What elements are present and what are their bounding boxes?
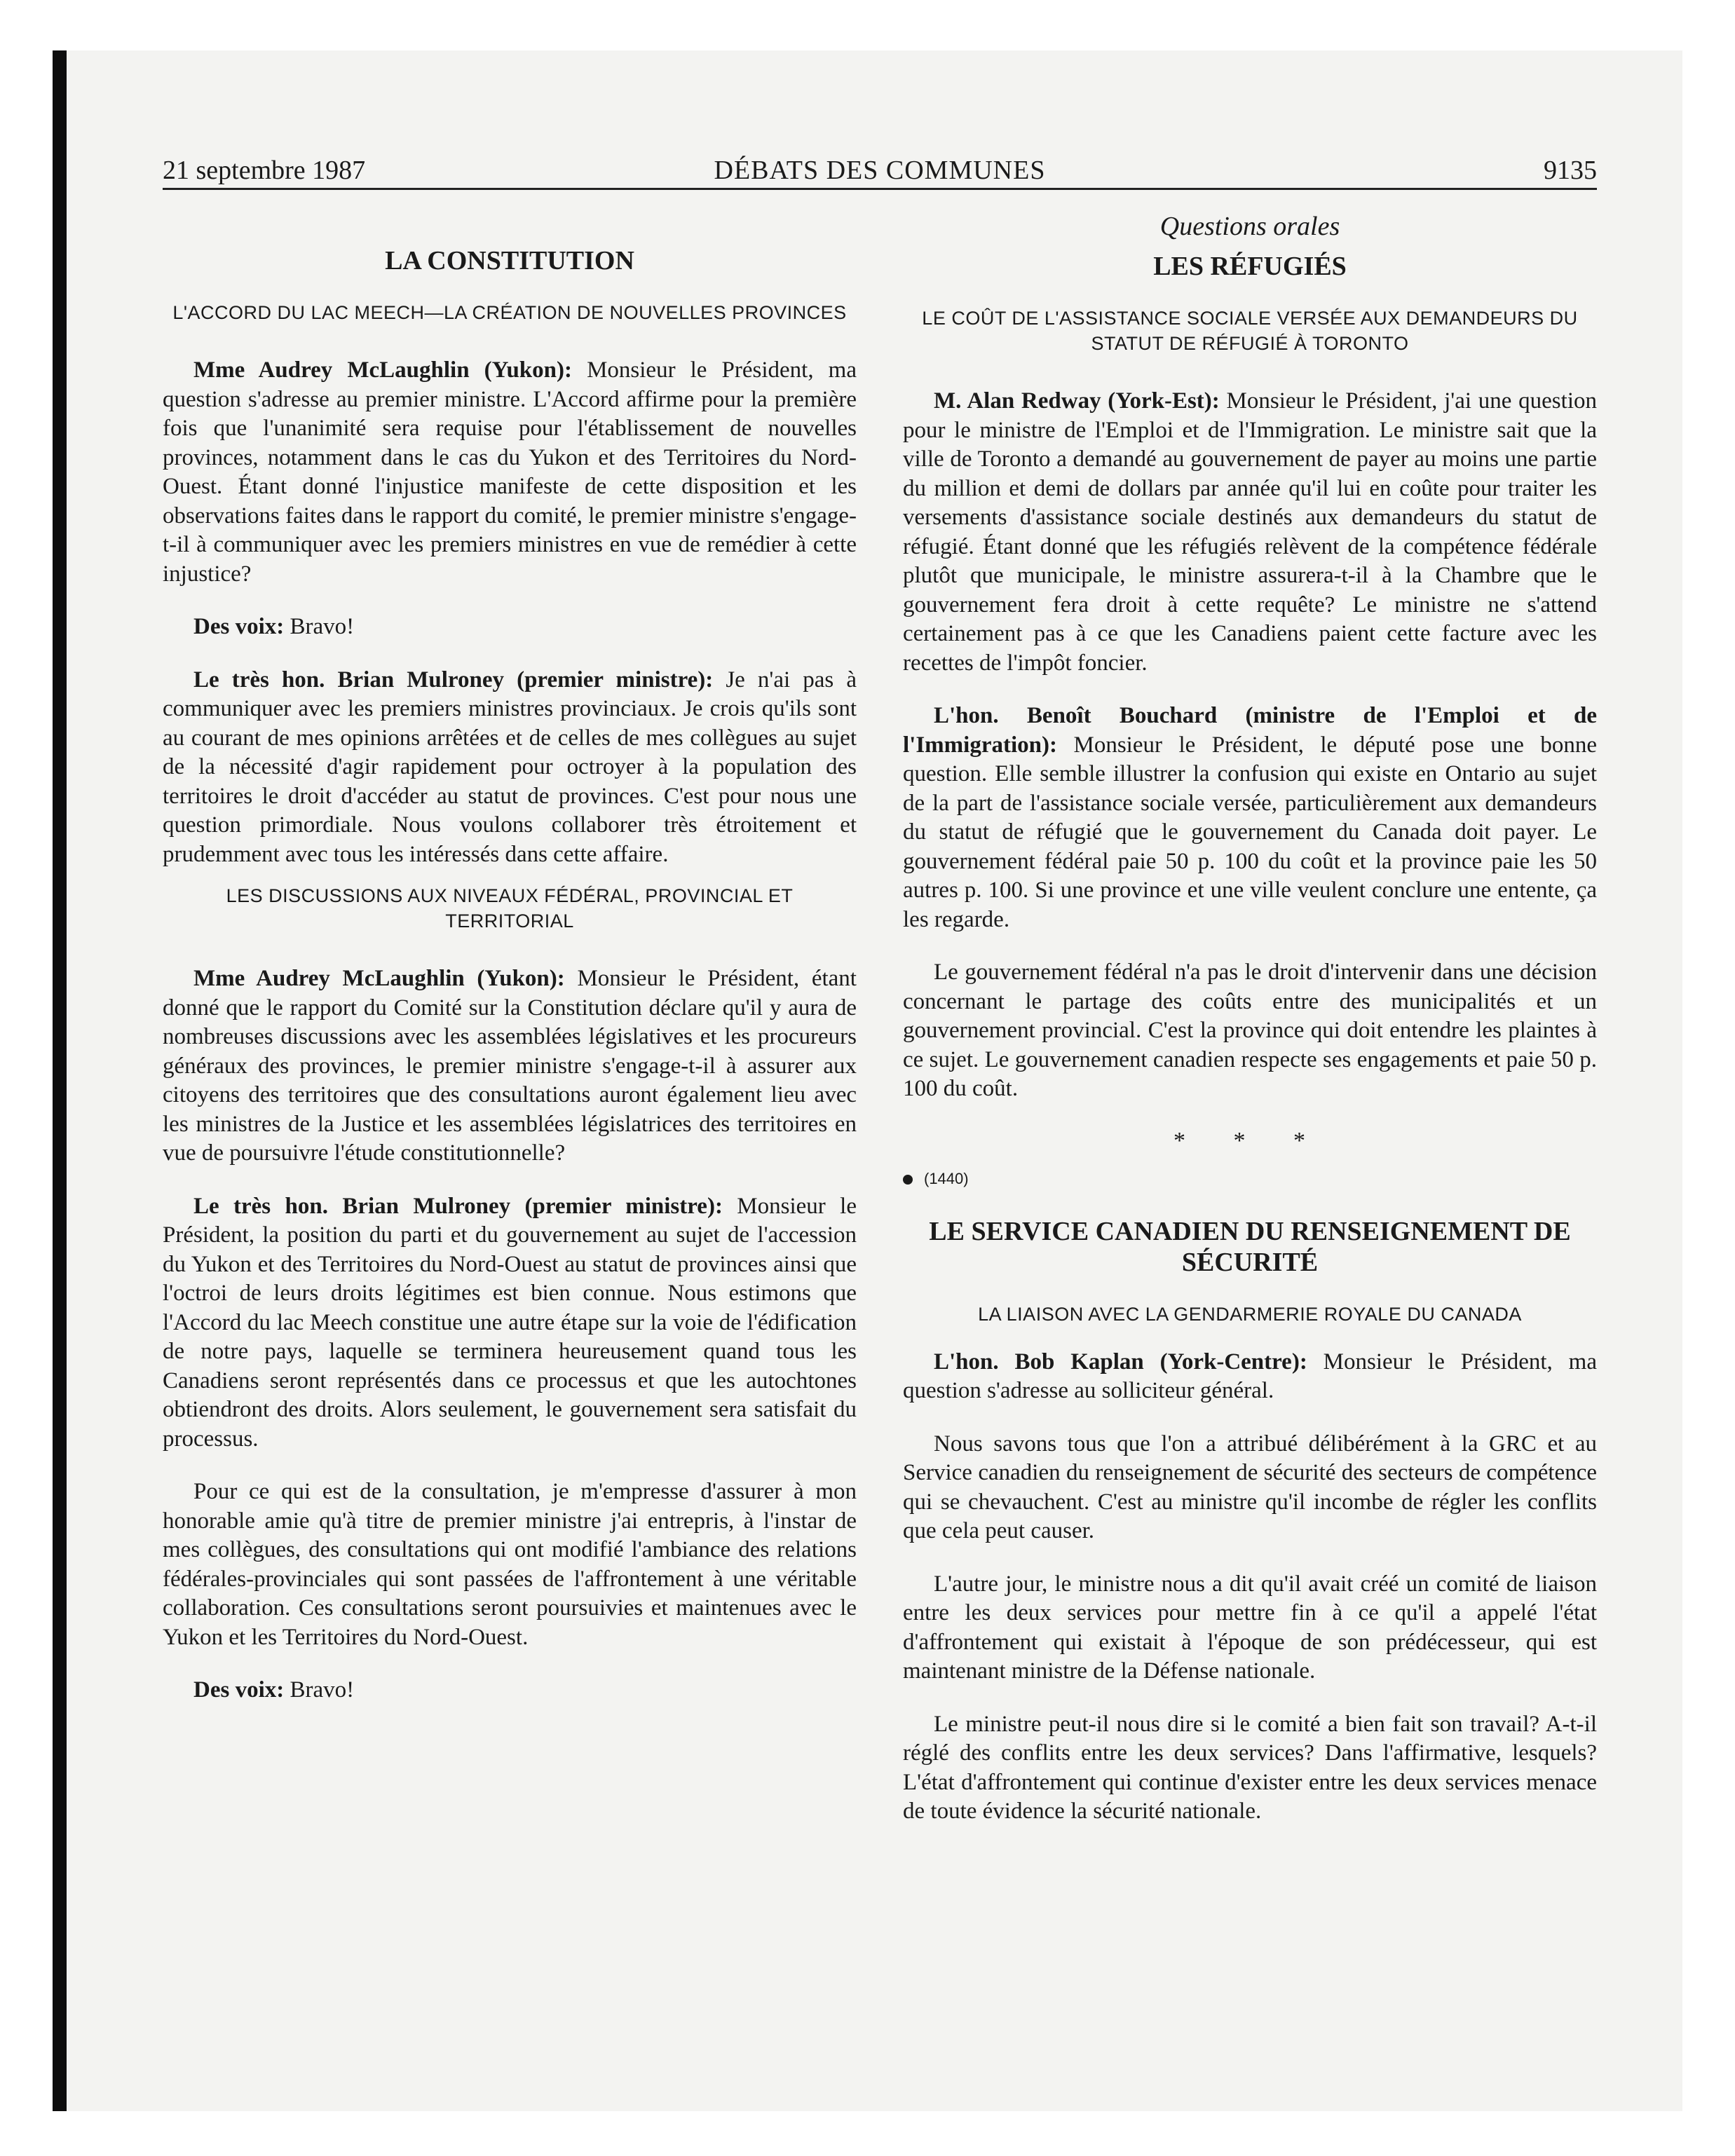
subtitle-discussions: LES DISCUSSIONS AUX NIVEAUX FÉDÉRAL, PROVINCIAL ET TERRITORIAL	[226, 885, 794, 932]
paragraph-text: Monsieur le Président, étant donné que le rapport du Comité sur la Constitution déclare qu'il y aura de nombreuses discussions avec les assemblées législatives et les procureurs généraux des provinces, le premier ministre s'engage-t-il à assurer aux citoyens des territoires que des consultations auront également lieu avec les ministres de la Justice et les assemblées législatrices des territoires en vue de poursuivre l'étude constitutionnelle?	[163, 966, 857, 1166]
paragraph-kaplan-2: Nous savons tous que l'on a attribué délibérément à la GRC et au Service canadien du renseignement de sécurité des secteurs de compétence qui se chevauchent. C'est au ministre qu'il incombe de régler les conflits que cela peut causer.	[903, 1431, 1597, 1543]
page-header	[163, 153, 1597, 190]
paragraph-bouchard-2: Le gouvernement fédéral n'a pas le droit d'intervenir dans une décision concernant le partage des coûts entre des municipalités et un gouvernement provincial. C'est la province qui doit entendre les plaintes à ce sujet. Le gouvernement canadien respecte ses engagements et paie 50 p. 100 du coût.	[903, 960, 1597, 1101]
paragraph-mulroney-3: Pour ce qui est de la consultation, je m'empresse d'assurer à mon honorable amie qu'à titre de premier ministre j'ai entrepris, à l'instar de mes collègues, des consultations qui ont modifié l'ambiance des relations fédérales-provinciales qui sont passées de l'affrontement à une véritable collaboration. Ces consultations seront poursuivies et maintenues avec le Yukon et les Territoires du Nord-Ouest.	[163, 1479, 857, 1650]
paragraph-text: Monsieur le Président, la position du parti et du gouvernement au sujet de l'accession du Yukon et des Territoires du Nord-Ouest au statut de provinces ainsi que l'octroi de leurs droits légitimes est bien connue. Nous estimons que l'Accord du lac Meech constitue une autre étape sur la voie de l'édification de notre pays, laquelle se terminera heureusement quand tous les Canadiens seront représentés dans ce processus et que les autochtones obtiendront des droits. Alors seulement, le gouvernement sera satisfait du processus.	[163, 1193, 857, 1452]
speaker-name: Des voix:	[193, 614, 285, 639]
binding-edge	[53, 50, 67, 2111]
paragraph-kaplan-3: L'autre jour, le ministre nous a dit qu'il avait créé un comité de liaison entre les deux services pour mettre fin à ce qu'il a appelé l'état d'affrontement qui existait à l'époque de son prédécesseur, qui est maintenant ministre de la Défense nationale.	[903, 1571, 1597, 1684]
section-separator: * * *	[1173, 1127, 1326, 1154]
paragraph-redway	[903, 387, 1597, 678]
section-title-refugees: LES RÉFUGIÉS	[1153, 252, 1347, 281]
paragraph-bouchard-1	[903, 702, 1597, 934]
speaker-name: Le très hon. Brian Mulroney (premier ministre):	[193, 1193, 723, 1219]
paragraph-text: Bravo!	[284, 614, 355, 639]
speaker-name: Le très hon. Brian Mulroney (premier ministre):	[193, 667, 714, 692]
paragraph-text: Monsieur le Président, ma question s'adresse au solliciteur général.	[903, 1349, 1597, 1403]
paragraph-mulroney-1	[163, 666, 857, 870]
paragraph-mclaughlin-1	[163, 356, 857, 589]
paragraph-text: Monsieur le Président, ma question s'adresse au premier ministre. L'Accord affirme pour la première fois que l'unanimité sera requise pour l'établissement de nouvelles provinces, notamment dans le cas du Yukon et des Territoires du Nord-Ouest. Étant donné l'injustice manifeste de cette disposition et les observations faites dans le rapport du comité, le premier ministre s'engage-t-il à communiquer avec les premiers ministres en vue de remédier à cette injustice?	[163, 357, 857, 587]
subtitle-rcmp-liaison: LA LIAISON AVEC LA GENDARMERIE ROYALE DU CANADA	[978, 1303, 1522, 1325]
paragraph-kaplan-1	[903, 1348, 1597, 1406]
paragraph-kaplan-4: Le ministre peut-il nous dire si le comité a bien fait son travail? A-t-il réglé des conflits entre les deux services? Dans l'affirmative, lesquels? L'état d'affrontement qui continue d'exister entre les deux services menace de toute évidence la sécurité nationale.	[903, 1711, 1597, 1824]
speaker-name: M. Alan Redway (York-Est):	[934, 388, 1220, 414]
section-title-constitution: LA CONSTITUTION	[385, 246, 634, 275]
header-date: 21 septembre 1987	[163, 156, 366, 185]
speaker-name: Des voix:	[193, 1677, 285, 1703]
left-column	[163, 210, 857, 1729]
speaker-name: L'hon. Bob Kaplan (York-Centre):	[934, 1349, 1307, 1374]
header-publication: DÉBATS DES COMMUNES	[714, 156, 1046, 185]
section-title-csis: LE SERVICE CANADIEN DU RENSEIGNEMENT DE SÉCURITÉ	[929, 1216, 1571, 1277]
subtitle-welfare-cost: LE COÛT DE L'ASSISTANCE SOCIALE VERSÉE AUX DEMANDEURS DU STATUT DE RÉFUGIÉ À TORONTO	[922, 308, 1578, 354]
paragraph-mulroney-2	[163, 1192, 857, 1454]
time-stamp	[903, 1168, 1597, 1189]
paragraph-text: Monsieur le Président, le député pose une bonne question. Elle semble illustrer la confusion qui existe en Ontario au sujet de la part de l'assistance sociale versée, particulièrement aux demandeurs du statut de réfugié que le gouvernement du Canada doit payer. Le gouvernement fédéral paie 50 p. 100 du coût et la province paie les 50 autres p. 100. Si une province et une ville veulent conclure une entente, ça les regarde.	[903, 732, 1597, 932]
bullet-icon	[903, 1175, 913, 1185]
subtitle-meech-lake: L'ACCORD DU LAC MEECH—LA CRÉATION DE NOUVELLES PROVINCES	[172, 302, 847, 323]
paragraph-mclaughlin-2	[163, 964, 857, 1168]
paragraph-voices-1	[163, 613, 857, 642]
time-stamp-text: (1440)	[924, 1169, 969, 1187]
header-page-number: 9135	[1544, 156, 1597, 185]
speaker-name: Mme Audrey McLaughlin (Yukon):	[193, 357, 572, 383]
section-kicker: Questions orales	[1159, 212, 1340, 241]
paragraph-text: Monsieur le Président, j'ai une question pour le ministre de l'Emploi et de l'Immigration. Le ministre sait que la ville de Toronto a demandé au gouvernement de payer au moins une partie du million et demi de dollars par année qu'il lui en coûte pour traiter les versements d'assistance sociale destinés aux demandeurs du statut de réfugié. Étant donné que les réfugiés relèvent de la compétence fédérale plutôt que municipale, le ministre assurera-t-il à la Chambre que le gouvernement fera droit à cette requête? Le ministre ne s'attend certainement pas à ce que les Canadiens paient cette facture avec les recettes de l'impôt foncier.	[903, 388, 1597, 676]
paragraph-text: Bravo!	[284, 1677, 355, 1703]
paragraph-voices-2	[163, 1676, 857, 1705]
speaker-name: Mme Audrey McLaughlin (Yukon):	[193, 966, 565, 991]
speaker-name: L'hon. Benoît Bouchard (ministre de l'Emploi et de l'Immigration):	[903, 703, 1597, 758]
paragraph-text: Je n'ai pas à communiquer avec les premiers ministres provinciaux. Je crois qu'ils sont au courant de mes opinions arrêtées et de celles de mes collègues au sujet de la nécessité d'agir rapidement pour octroyer à la population des territoires le droit d'accéder au statut de provinces. C'est pour nous une question primordiale. Nous voulons collaborer très étroitement et prudemment avec tous les intéressés dans cette affaire.	[163, 667, 857, 867]
right-column	[903, 210, 1597, 1850]
